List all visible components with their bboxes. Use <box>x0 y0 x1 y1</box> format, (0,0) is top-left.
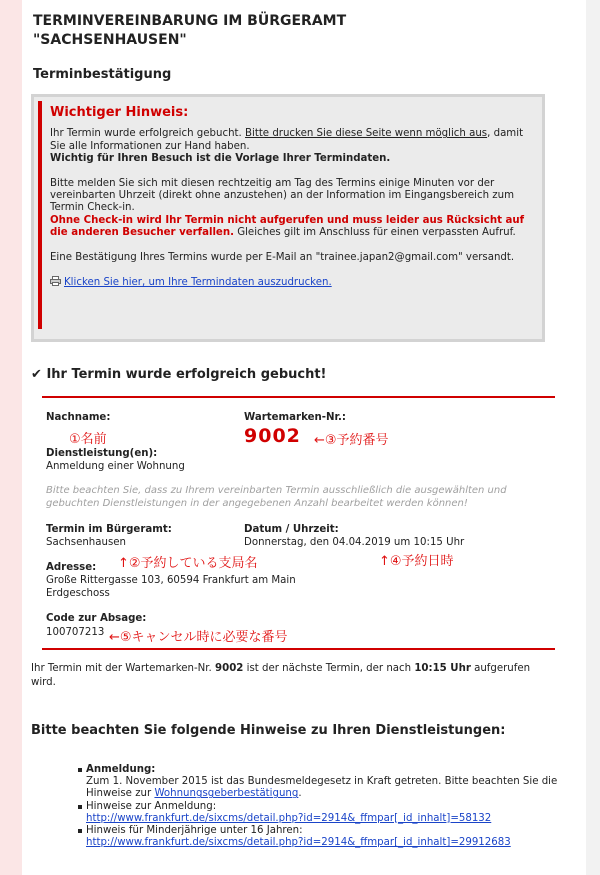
termin-value: Sachsenhausen <box>46 537 126 548</box>
notice-paragraph-1: Ihr Termin wurde erfolgreich gebucht. Bitte drucken Sie diese Seite wenn möglich aus, damit Sie alle Informationen zur Hand haben. Wichtig für Ihren Besuch ist die Vorlage Ihrer Termindaten. <box>50 128 524 165</box>
wohnungsgeber-link[interactable]: Wohnungsgeberbestätigung <box>154 788 299 800</box>
print-termindata-link[interactable]: Klicken Sie hier, um Ihre Termindaten auszudrucken. <box>64 277 332 289</box>
datum-label: Datum / Uhrzeit: <box>244 524 339 535</box>
minors-info-link[interactable]: http://www.frankfurt.de/sixcms/detail.php?id=2914&_ffmpar[_id_inhalt]=29912683 <box>86 837 511 849</box>
booking-success-heading: ✔ Ihr Termin wurde erfolgreich gebucht! <box>31 367 327 382</box>
important-notice-box <box>31 94 545 342</box>
print-link-row <box>50 276 541 289</box>
notice-paragraph-3: Eine Bestätigung Ihres Termins wurde per E-Mail an "trainee.japan2@gmail.com" versandt. <box>50 251 515 263</box>
printer-icon <box>50 276 61 286</box>
list-item: Hinweis für Minderjährige unter 16 Jahren: http://www.frankfurt.de/sixcms/detail.php?id=2914&_ffmpar[_id_inhalt]=29912683 <box>78 825 570 849</box>
page-title: TERMINVEREINBARUNG IM BÜRGERAMT "SACHSENHAUSEN" <box>33 13 347 48</box>
right-margin <box>586 0 600 875</box>
next-appointment-info: Ihr Termin mit der Wartemarken-Nr. 9002 ist der nächste Termin, der nach 10:15 Uhr aufgerufen wird. <box>31 663 531 688</box>
code-label: Code zur Absage: <box>46 613 147 624</box>
checkmark-icon: ✔ <box>31 367 42 382</box>
termin-label: Termin im Bürgeramt: <box>46 524 172 535</box>
checkin-warning: Ohne Check-in wird Ihr Termin nicht aufgerufen und muss leider aus Rücksicht auf die anderen Besucher verfallen. <box>50 214 525 239</box>
list-item: Hinweise zur Anmeldung: http://www.frankfurt.de/sixcms/detail.php?id=2914&_ffmpar[_id_inhalt]=58132 <box>78 801 570 825</box>
anmeldung-info-link[interactable]: http://www.frankfurt.de/sixcms/detail.php?id=2914&_ffmpar[_id_inhalt]=58132 <box>86 812 492 824</box>
service-hint: Bitte beachten Sie, dass zu Ihrem vereinbarten Termin ausschließlich die ausgewählten und gebuchten Dienstleistungen in der angegebenen Anzahl bearbeitet werden können! <box>46 485 507 509</box>
annotation-datetime: ↑④予約日時 <box>379 554 454 569</box>
adresse-label: Adresse: <box>46 562 97 573</box>
annotation-office: ↑②予約している支局名 <box>118 556 258 571</box>
print-hint-text: Bitte drucken Sie diese Seite wenn möglich aus <box>245 128 488 140</box>
page-subtitle: Terminbestätigung <box>33 67 172 82</box>
divider-bottom <box>42 648 555 650</box>
notice-paragraph-2: Bitte melden Sie sich mit diesen rechtzeitig am Tag des Termins einige Minuten vor der vereinbarten Uhrzeit (direkt ohne anzustehen) an der Information im Eingangsbereich zum Termin Check-in. Ohne Check-in wird Ihr Termin nicht aufgerufen und muss leider aus Rücksicht auf die anderen Besucher verfallen. Gleiches gilt im Anschluss für einen verpassten Aufruf. <box>50 177 525 239</box>
annotation-number: ←③予約番号 <box>314 433 389 448</box>
wartemarke-label: Wartemarken-Nr.: <box>244 412 346 423</box>
adresse-value: Große Rittergasse 103, 60594 Frankfurt am Main Erdgeschoss <box>46 575 296 599</box>
annotation-code: ←⑤キャンセル時に必要な番号 <box>109 630 288 645</box>
dienstleistung-value: Anmeldung einer Wohnung <box>46 461 185 472</box>
services-heading: Bitte beachten Sie folgende Hinweise zu Ihren Dienstleistungen: <box>31 723 506 738</box>
datum-value: Donnerstag, den 04.04.2019 um 10:15 Uhr <box>244 537 465 548</box>
page-content <box>22 0 586 875</box>
code-value: 100707213 <box>46 627 105 638</box>
divider-top <box>42 396 555 398</box>
wartemarke-number: 9002 <box>244 425 301 447</box>
list-item: Anmeldung: Zum 1. November 2015 ist das Bundesmeldegesetz in Kraft getreten. Bitte beachten Sie die Hinweise zur Wohnungsgeberbestätigung. <box>78 764 570 801</box>
services-list <box>70 764 570 849</box>
dienstleistung-label: Dienstleistung(en): <box>46 448 158 459</box>
nachname-label: Nachname: <box>46 412 111 423</box>
annotation-name: ①名前 <box>69 432 107 447</box>
notice-title: Wichtiger Hinweis: <box>50 105 189 120</box>
